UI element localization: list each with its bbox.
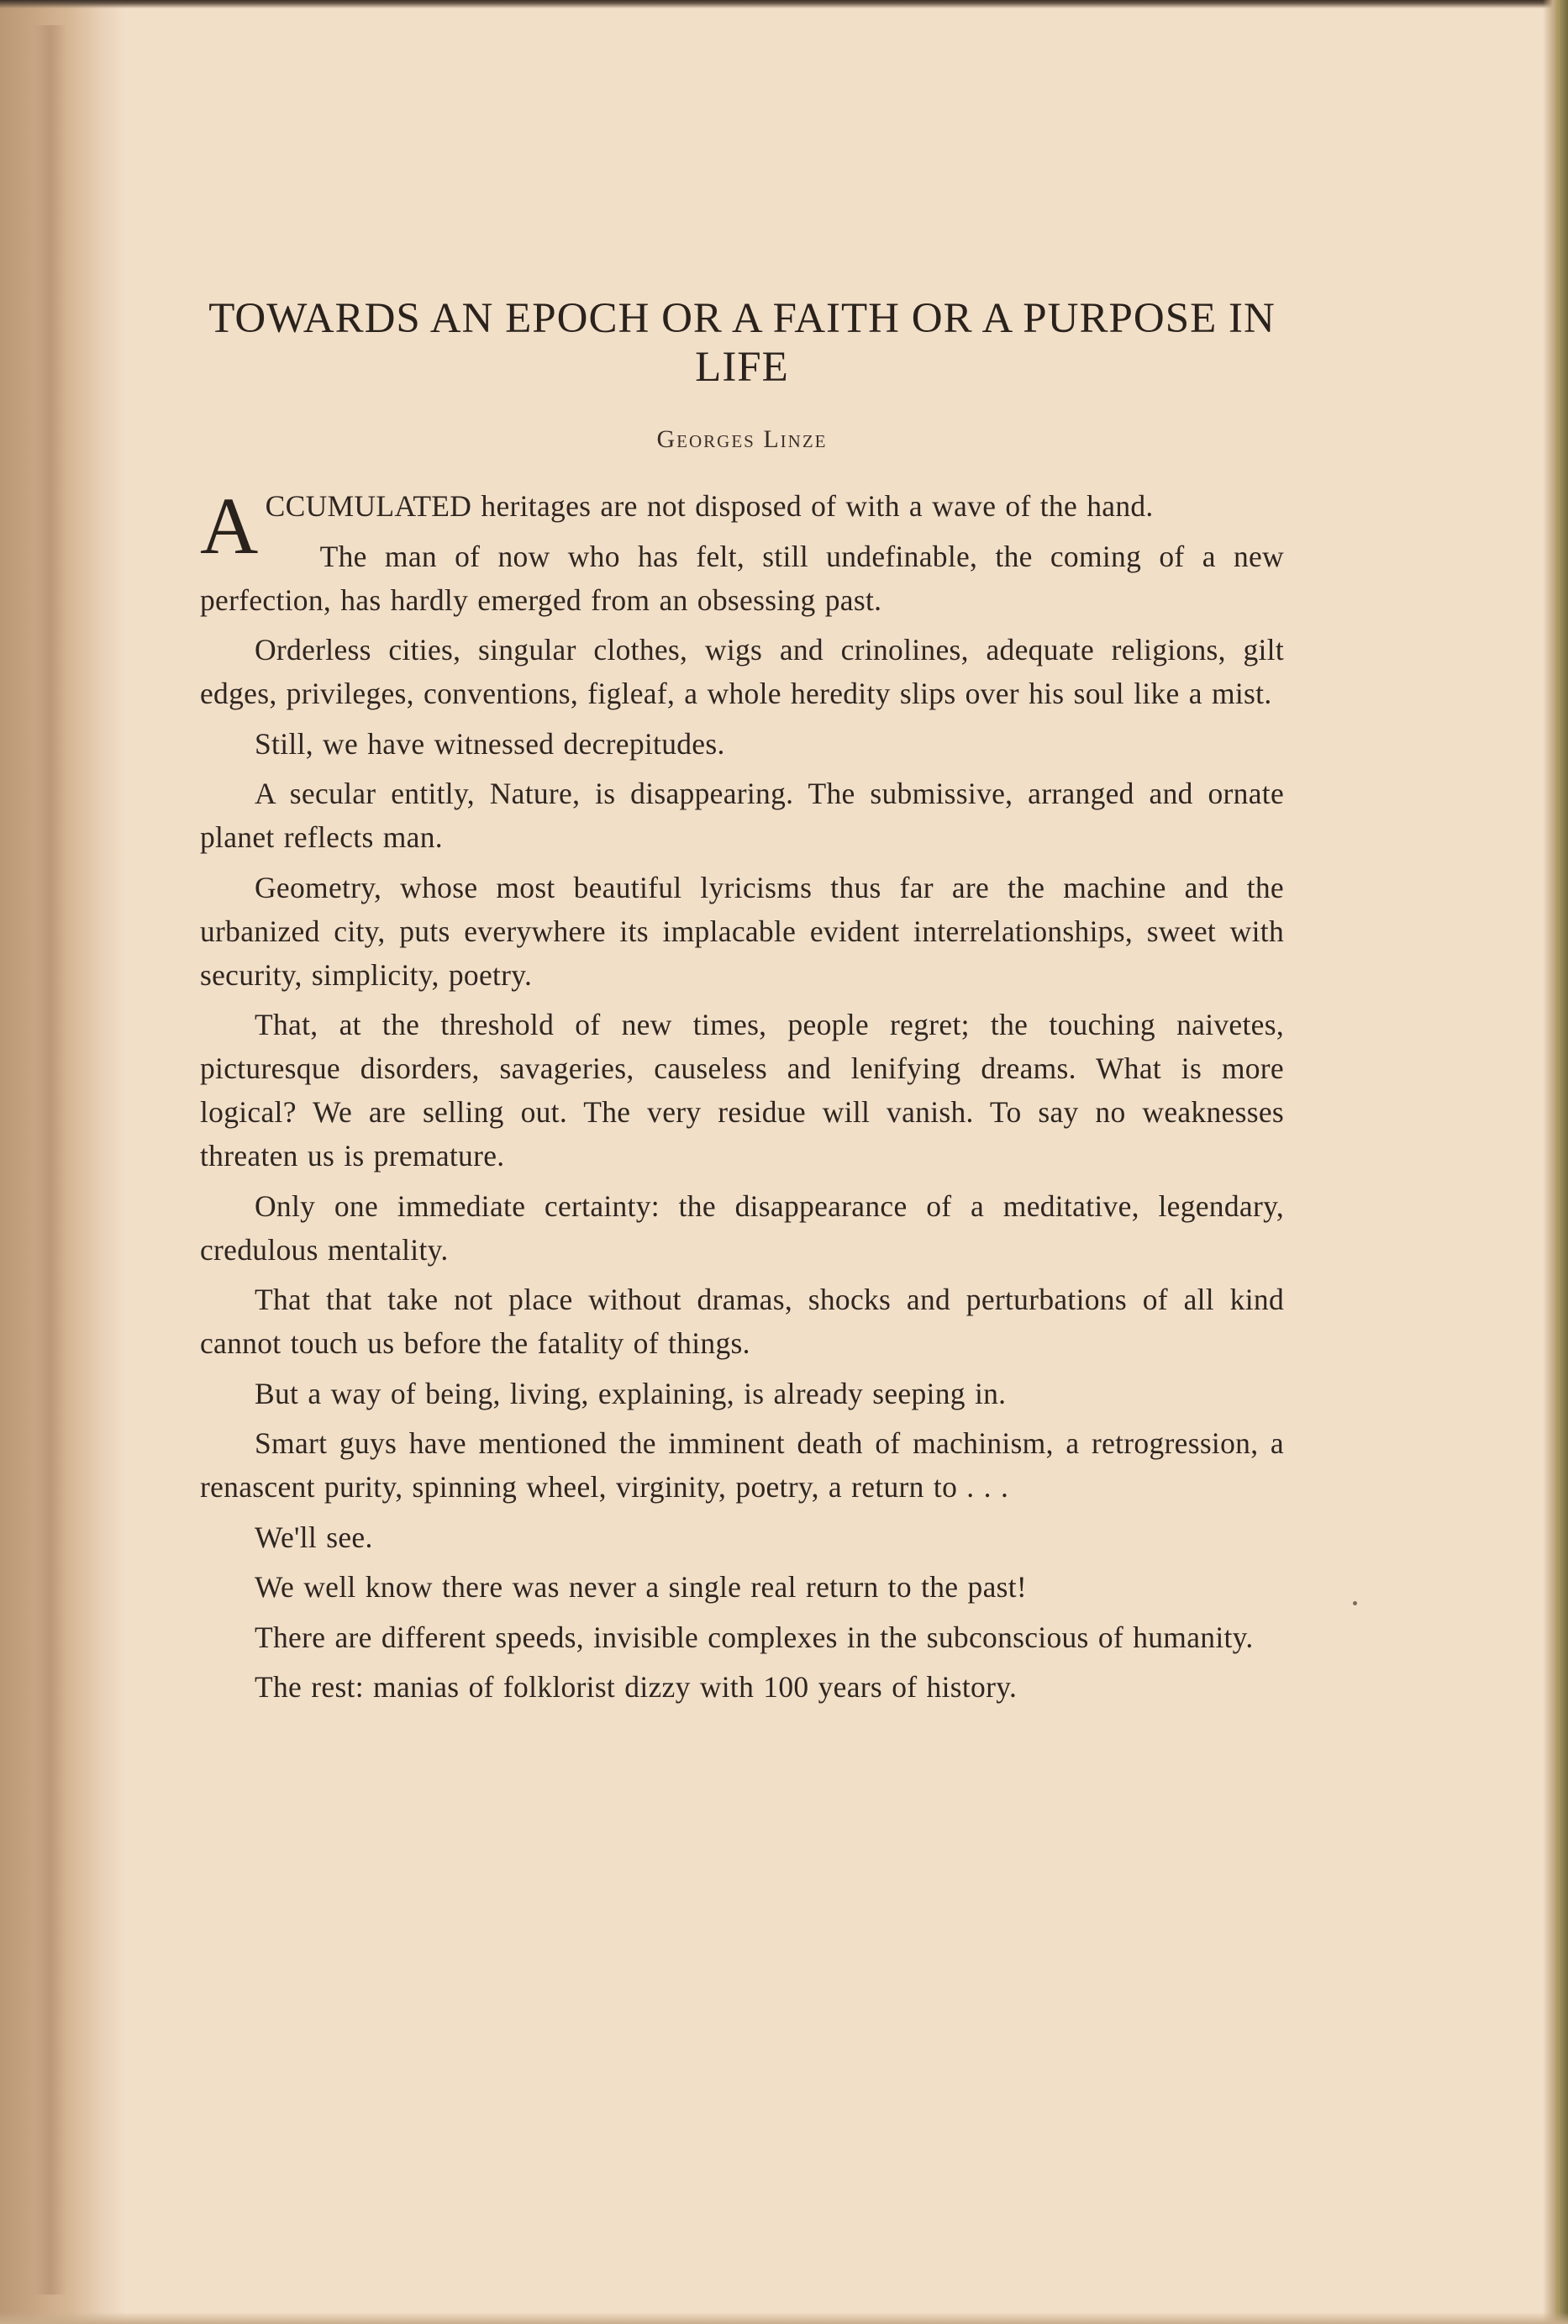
paragraph: There are different speeds, invisible complexes in the subconscious of humanity. [255, 1620, 1254, 1654]
paragraph-1 [200, 481, 1284, 571]
paragraph: Smart guys have mentioned the imminent death of machinism, a retrogression, a renascent purity, spinning wheel, virginity, poetry, a return to . . . [200, 1426, 1284, 1504]
paragraph: Only one immediate certainty: the disappearance of a meditative, legendary, credulous mentality. [200, 1188, 1284, 1267]
paragraph-1-text: CCUMULATED heritages are not disposed of with a wave of the hand. [265, 489, 1154, 523]
paragraph: Orderless cities, singular clothes, wigs and crinolines, adequate religions, gilt edges, privileges, conventions, figleaf, a whole heredity slips over his soul like a mist. [200, 633, 1284, 710]
article [200, 294, 1284, 1715]
paragraph: Still, we have witnessed decrepitudes. [255, 726, 725, 761]
paragraph: Geometry, whose most beautiful lyricisms thus far are the machine and the urbanized city, puts everywhere its implacable evident interrelationships, sweet with security, simplicity, poetry. [200, 870, 1284, 992]
article-author: Georges Linze [656, 425, 828, 453]
article-title: TOWARDS AN EPOCH OR A FAITH OR A PURPOSE IN LIFE [208, 295, 1276, 391]
paragraph: The rest: manias of folklorist dizzy with 100 years of history. [255, 1670, 1018, 1704]
paragraph: That, at the threshold of new times, people regret; the touching naivetes, picturesque disorders, savageries, causeless and lenifying dreams. What is more logical? We are selling out. The very residue will vanish. To say no weaknesses threaten us is premature. [200, 1008, 1284, 1173]
page-bottom-edge [0, 2312, 1568, 2324]
paragraph: We'll see. [255, 1520, 373, 1554]
page-right-edge [1543, 0, 1568, 2324]
drop-cap: A [200, 481, 259, 571]
paragraph: A secular entitly, Nature, is disappearing. The submissive, arranged and ornate planet reflects man. [200, 777, 1284, 854]
paragraph: We well know there was never a single real return to the past! [255, 1570, 1028, 1604]
paragraph: But a way of being, living, explaining, is already seeping in. [255, 1376, 1007, 1410]
page-top-edge [0, 0, 1568, 8]
article-body [200, 481, 1284, 1709]
paragraph: The man of now who has felt, still undefinable, the coming of a new perfection, has hardly emerged from an obsessing past. [200, 539, 1284, 617]
page-right-border [1557, 0, 1560, 2324]
paragraph: That that take not place without dramas, shocks and perturbations of all kind cannot touch us before the fatality of things. [200, 1283, 1284, 1360]
spine-fold [34, 25, 67, 2295]
ink-speck [1353, 1601, 1357, 1605]
